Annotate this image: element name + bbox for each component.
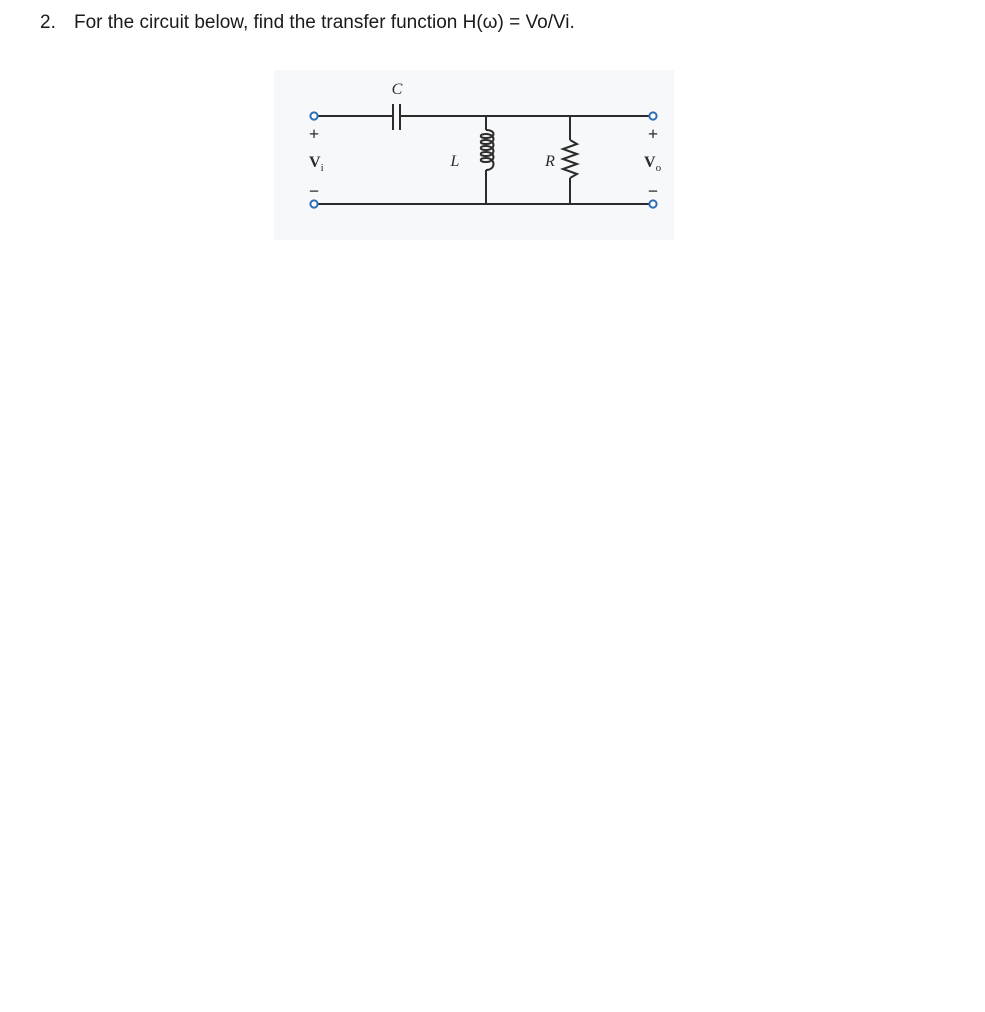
output-terminal-bottom [649,200,656,207]
question-prompt [40,12,575,34]
input-plus-sign: + [308,124,320,144]
capacitor-label: C [391,81,403,98]
question-number: 2. [40,12,56,33]
question-text: For the circuit below, find the transfer function H(ω) = Vo/Vi. [74,12,575,33]
circuit-diagram [274,70,674,240]
output-voltage-subscript: o [655,162,662,174]
output-plus-sign: + [647,124,659,144]
resistor-label: R [545,153,555,170]
input-terminal-top [310,112,317,119]
input-minus-sign: − [308,181,320,201]
circuit-svg [274,70,674,240]
output-minus-sign: − [647,181,659,201]
inductor-label: L [450,153,460,170]
input-voltage-subscript: i [320,162,324,174]
output-voltage-main: V [644,154,656,171]
diagram-background [274,70,674,240]
output-terminal-top [649,112,656,119]
input-voltage-main: V [309,154,321,171]
input-terminal-bottom [310,200,317,207]
